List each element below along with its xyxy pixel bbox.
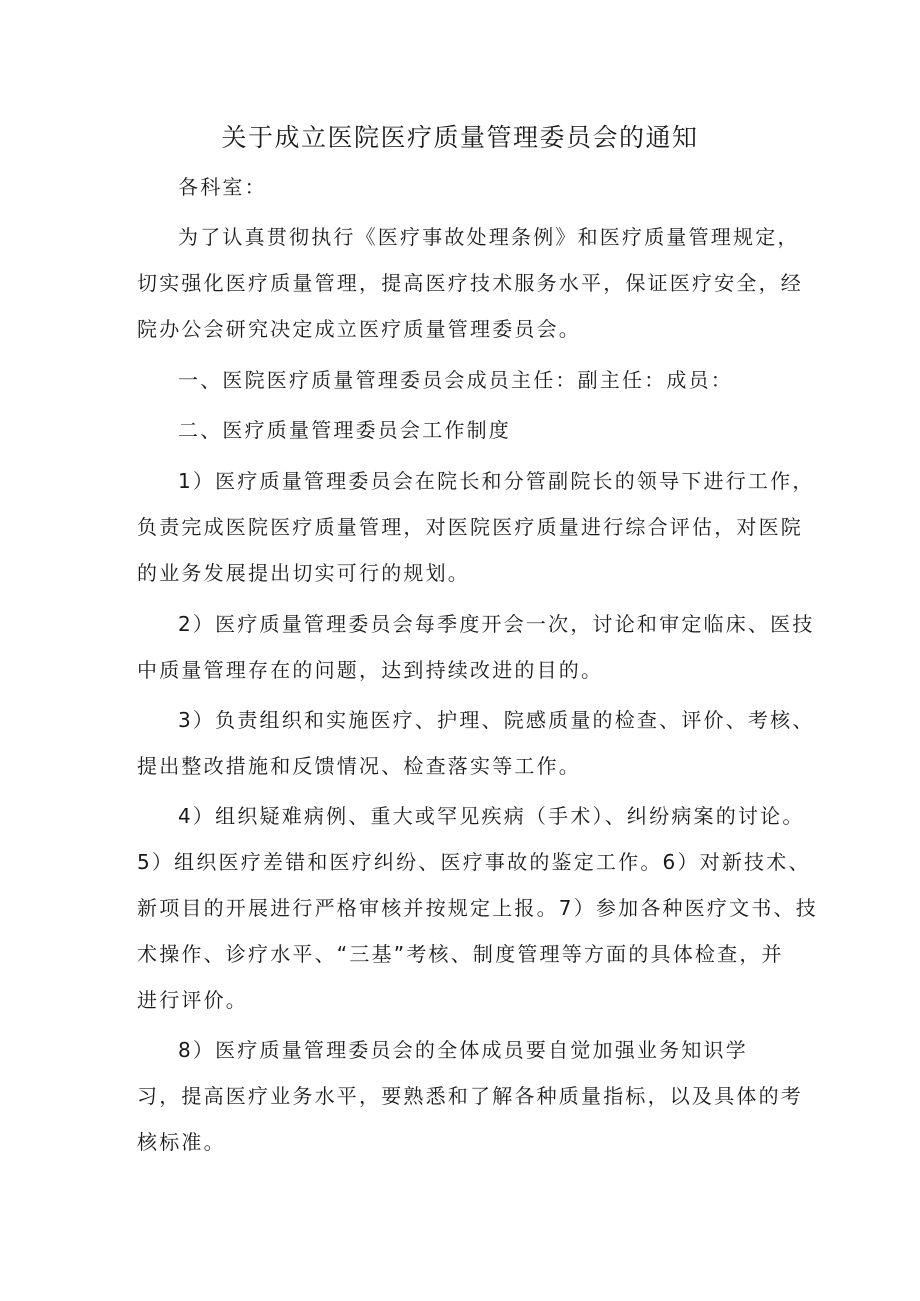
section-1-heading: 一、医院医疗质量管理委员会成员主任：副主任：成员： — [178, 368, 733, 392]
item-1-line-1: 1）医疗质量管理委员会在院长和分管副院长的领导下进行工作， — [178, 469, 815, 493]
item-2-line-2: 中质量管理存在的问题，达到持续改进的目的。 — [137, 658, 604, 682]
intro-line-1: 为了认真贯彻执行《医疗事故处理条例》和医疗质量管理规定， — [178, 225, 800, 249]
section-2-heading: 二、医疗质量管理委员会工作制度 — [178, 418, 511, 442]
document-title: 关于成立医院医疗质量管理委员会的通知 — [221, 123, 699, 152]
item-1-line-2: 负责完成医院医疗质量管理，对医院医疗质量进行综合评估，对医院 — [137, 515, 803, 539]
item-4-line-3: 新项目的开展进行严格审核并按规定上报。7）参加各种医疗文书、技 — [137, 896, 818, 920]
intro-line-3: 院办公会研究决定成立医疗质量管理委员会。 — [137, 317, 581, 341]
item-4-line-2: 5）组织医疗差错和医疗纠纷、医疗事故的鉴定工作。6）对新技术、 — [137, 850, 811, 874]
item-4-line-5: 进行评价。 — [137, 988, 248, 1012]
intro-line-2: 切实强化医疗质量管理，提高医疗技术服务水平，保证医疗安全，经 — [137, 271, 803, 295]
item-4-line-1: 4）组织疑难病例、重大或罕见疾病（手术）、纠纷病案的讨论。 — [178, 804, 805, 828]
item-4-line-4: 术操作、诊疗水平、“三基”考核、制度管理等方面的具体检查，并 — [137, 942, 784, 966]
item-8-line-3: 核标准。 — [137, 1130, 226, 1154]
item-8-line-1: 8）医疗质量管理委员会的全体成员要自觉加强业务知识学 — [178, 1038, 748, 1062]
item-3-line-2: 提出整改措施和反馈情况、检查落实等工作。 — [137, 754, 581, 778]
salutation: 各科室： — [178, 175, 267, 199]
item-2-line-1: 2）医疗质量管理委员会每季度开会一次，讨论和审定临床、医技 — [178, 612, 815, 636]
item-3-line-1: 3）负责组织和实施医疗、护理、院感质量的检查、评价、考核、 — [178, 708, 815, 732]
item-1-line-3: 的业务发展提出切实可行的规划。 — [137, 561, 470, 585]
item-8-line-2: 习，提高医疗业务水平，要熟悉和了解各种质量指标，以及具体的考 — [137, 1084, 803, 1108]
